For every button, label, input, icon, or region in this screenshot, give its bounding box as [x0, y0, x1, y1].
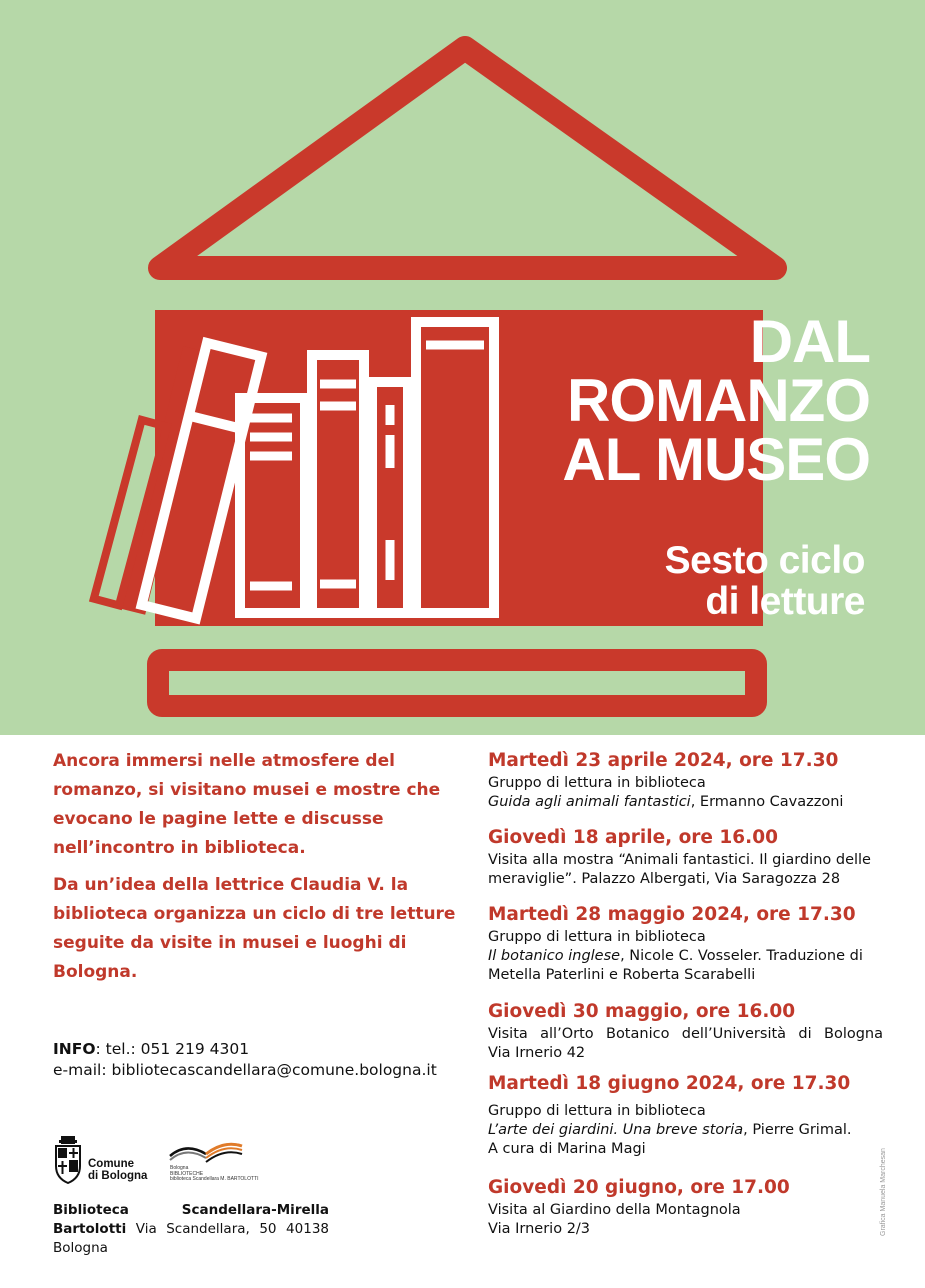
info-label: INFO: [53, 1040, 96, 1058]
open-book-logo-icon: [168, 1136, 248, 1166]
subtitle-line: Sesto ciclo: [664, 539, 865, 582]
poster-subtitle: [565, 540, 865, 622]
book-author: , Ermanno Cavazzoni: [690, 794, 844, 810]
event-line: Gruppo di lettura in biblioteca: [488, 775, 706, 791]
book-author: , Pierre Grimal.: [743, 1122, 852, 1138]
event-date: Martedì 28 maggio 2024, ore 17.30: [488, 904, 856, 925]
event-date: Giovedì 20 giugno, ore 17.00: [488, 1177, 790, 1198]
event-item: [488, 748, 893, 812]
event-date: Martedì 23 aprile 2024, ore 17.30: [488, 750, 839, 771]
poster-title: [450, 308, 870, 493]
event-description: [488, 1102, 893, 1159]
comune-name: Comune di Bologna: [88, 1158, 148, 1182]
event-line: Visita all’Orto Botanico dell’Università di Bologna: [488, 1026, 883, 1042]
event-item: [488, 1175, 893, 1239]
event-line: A cura di Marina Magi: [488, 1141, 646, 1157]
event-description: Visita alla mostra “Animali fantastici. Il giardino delle meraviglie”. Palazzo Albergati, Via Saragozza 28: [488, 852, 871, 887]
intro-paragraph-1: Ancora immersi nelle atmosfere del romanzo, si visitano musei e mostre che evocano le pagine lette e discusse nell’incontro in biblioteca.: [53, 751, 441, 858]
event-date: Giovedì 18 aprile, ore 16.00: [488, 827, 778, 848]
library-address: [53, 1201, 329, 1258]
library-street: Via Scandellara, 50 40138 Bologna: [53, 1221, 329, 1256]
book-title: L’arte dei giardini. Una breve storia: [488, 1122, 744, 1138]
title-line: ROMANZO: [567, 367, 870, 434]
biblioteca-logo: [168, 1136, 258, 1188]
library-name: Biblioteca Scandellara-Mirella Bartolotti: [53, 1202, 329, 1237]
roof-shape: [160, 48, 775, 268]
title-line: DAL: [749, 308, 870, 375]
event-item: [488, 825, 893, 889]
event-date: Giovedì 30 maggio, ore 16.00: [488, 1001, 796, 1022]
event-item: [488, 1071, 893, 1159]
event-description: [488, 1201, 893, 1239]
event-line: Gruppo di lettura in biblioteca: [488, 1103, 706, 1119]
bologna-crest-icon: [53, 1136, 83, 1184]
event-line: Via Irnerio 2/3: [488, 1221, 591, 1237]
event-line: Via Irnerio 42: [488, 1045, 586, 1061]
info-email[interactable]: e-mail: bibliotecascandellara@comune.bologna.it: [53, 1061, 437, 1079]
event-line: [488, 947, 893, 985]
info-phone: [53, 1039, 483, 1060]
event-line: Visita al Giardino della Montagnola: [488, 1202, 741, 1218]
event-description: [488, 928, 893, 985]
book-author: , Nicole C. Vosseler. Traduzione di Metella Paterlini e Roberta Scarabelli: [488, 948, 863, 983]
comune-logo: [53, 1136, 163, 1188]
event-item: [488, 902, 893, 985]
event-line: Gruppo di lettura in biblioteca: [488, 929, 706, 945]
design-credit: Grafica Manuela Marchesan: [880, 1148, 887, 1236]
book-title: Guida agli animali fantastici: [488, 794, 691, 810]
event-description: [488, 774, 893, 812]
event-date: Martedì 18 giugno 2024, ore 17.30: [488, 1073, 851, 1094]
book-title: Il botanico inglese: [488, 948, 621, 964]
event-description: [488, 1025, 893, 1063]
title-line: AL MUSEO: [562, 426, 870, 493]
event-item: [488, 999, 893, 1063]
info-tel: : tel.: 051 219 4301: [95, 1040, 250, 1058]
building-base: [158, 660, 756, 706]
biblioteca-logo-text: Bologna BIBLIOTECHE biblioteca Scandellara M. BARTOLOTTI: [170, 1165, 259, 1182]
intro-paragraph-2: Da un’idea della lettrice Claudia V. la biblioteca organizza un ciclo di tre letture seguite da visite in musei e luoghi di Bologna.: [53, 875, 456, 982]
event-line: [488, 1121, 893, 1140]
info-block: [53, 1039, 483, 1081]
event-line: [488, 793, 893, 812]
subtitle-line: di letture: [705, 580, 865, 623]
